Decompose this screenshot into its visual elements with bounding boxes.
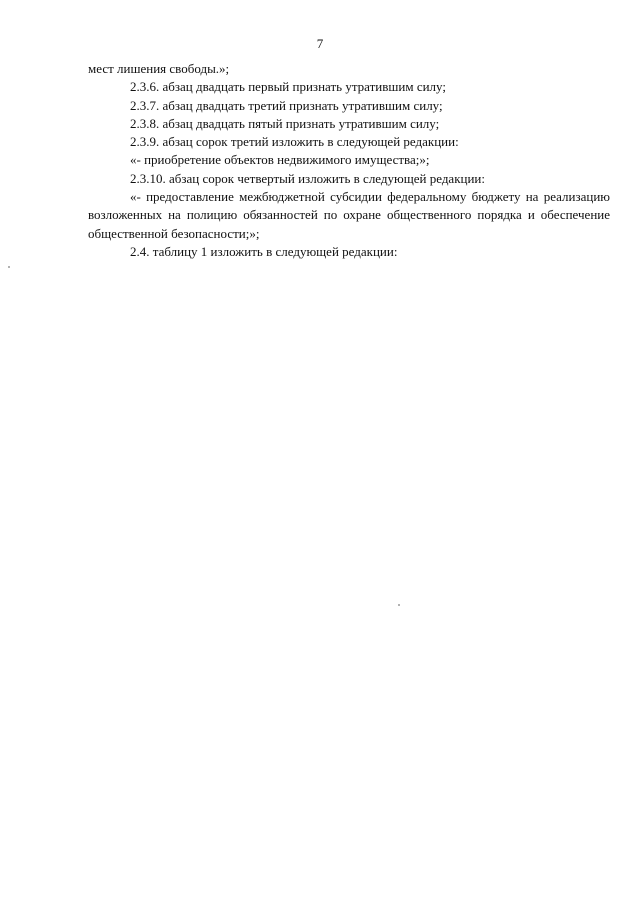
paragraph-2-3-10: 2.3.10. абзац сорок четвертый изложить в следующей редакции: [130,170,485,186]
paragraph-2-4: 2.4. таблицу 1 изложить в следующей редакции: [130,243,398,259]
scan-speck [398,604,400,606]
paragraph-quote-real-estate: «- приобретение объектов недвижимого имущества;»; [130,152,430,168]
paragraph-2-3-7: 2.3.7. абзац двадцать третий признать утратившим силу; [130,97,443,113]
paragraph-2-3-8: 2.3.8. абзац двадцать пятый признать утратившим силу; [130,115,440,131]
document-body [88,60,610,261]
page-number: 7 [316,36,324,51]
paragraph-2-3-6: 2.3.6. абзац двадцать первый признать утратившим силу; [130,79,446,95]
scan-speck [8,266,10,268]
paragraph-quote-subsidy: «- предоставление межбюджетной субсидии федеральному бюджету на реализацию возложенных на полицию обязанностей по охране общественного порядка и обеспечение общественной безопасности;»; [88,189,610,241]
paragraph-2-3-9: 2.3.9. абзац сорок третий изложить в следующей редакции: [130,134,459,150]
paragraph-continuation: мест лишения свободы.»; [88,61,230,76]
